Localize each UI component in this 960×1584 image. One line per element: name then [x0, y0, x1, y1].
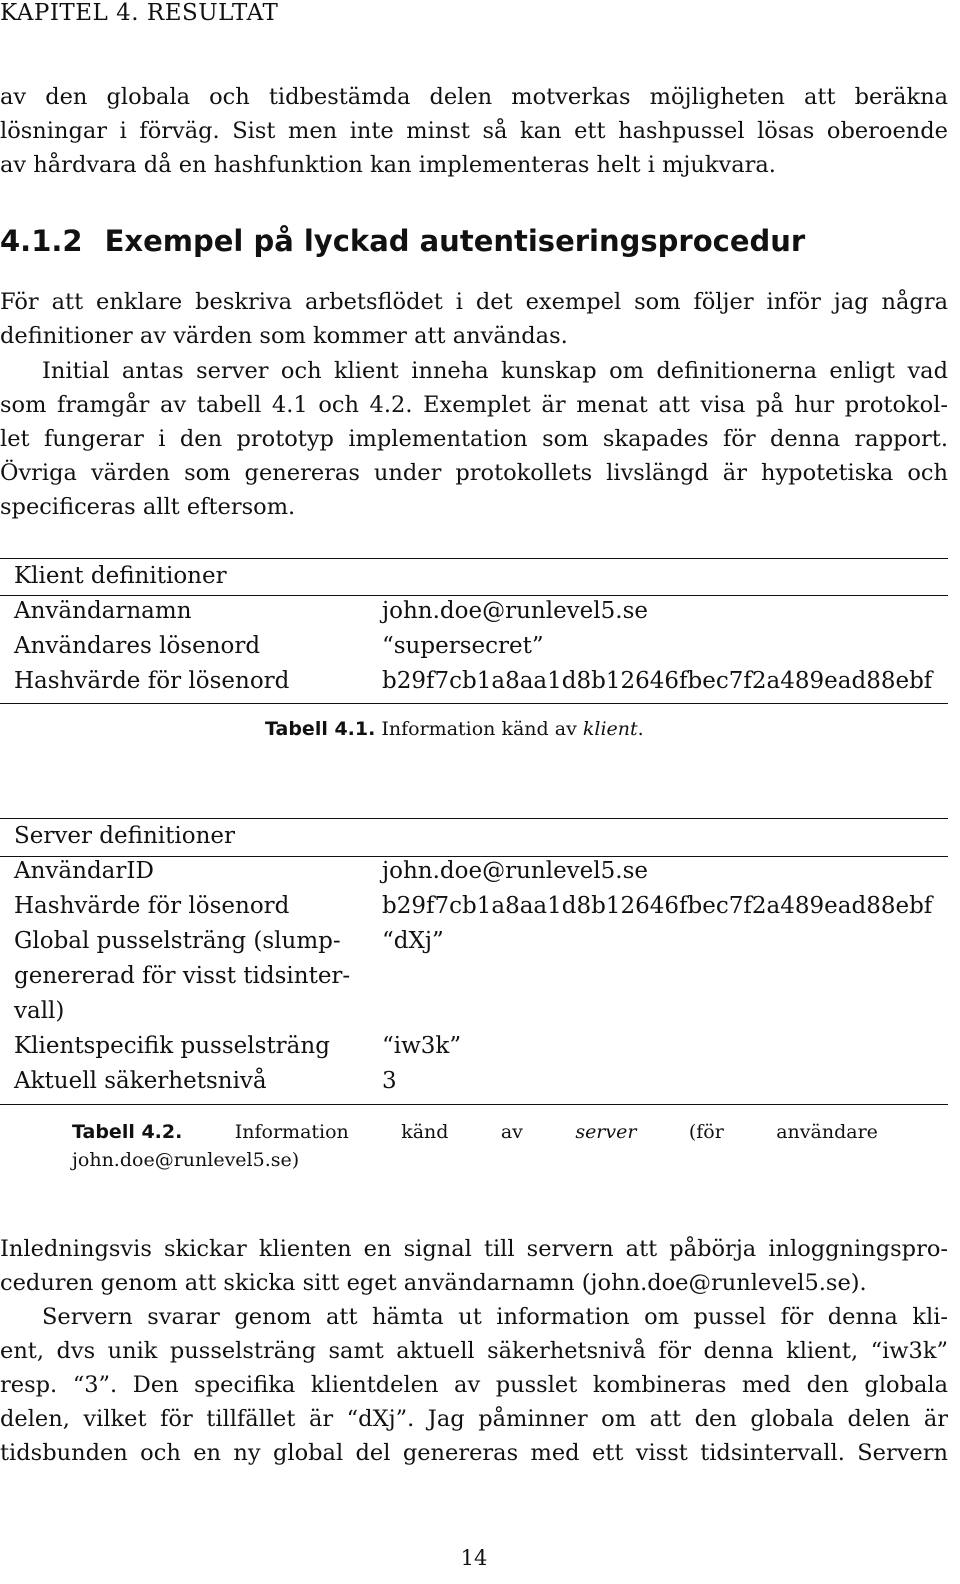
- paragraph-login-start: [0, 1232, 948, 1300]
- section-number: 4.1.2: [0, 224, 83, 258]
- text-line: av hårdvara då en hashfunktion kan implementeras helt i mjukvara.: [0, 152, 776, 178]
- table-value: “iw3k”: [382, 1033, 462, 1059]
- text-line: Inledningsvis skickar klienten en signal till servern att påbörja inloggningspro-: [0, 1236, 948, 1262]
- caption-line: john.doe@runlevel5.se): [72, 1149, 300, 1171]
- text-line: För att enklare beskriva arbetsflödet i det exempel som följer inför jag några: [0, 289, 948, 315]
- paragraph-definitions: [0, 285, 948, 353]
- caption-end: .: [637, 718, 644, 740]
- client-definitions-table: [14, 558, 932, 699]
- table-key: [14, 924, 382, 1029]
- table-key: AnvändarID: [14, 858, 154, 884]
- table-key-line: genererad för visst tidsinter-: [14, 963, 351, 989]
- table-key: Användares lösenord: [14, 633, 261, 659]
- text-line: av den globala och tidbestämda delen motverkas möjligheten att beräkna: [0, 84, 948, 110]
- text-line: resp. “3”. Den specifika klientdelen av pusslet kombineras med den globala: [0, 1372, 948, 1398]
- table-value: john.doe@runlevel5.se: [382, 858, 649, 884]
- table-rule-bottom: [0, 703, 948, 704]
- caption-text: Information känd av: [381, 718, 577, 740]
- text-line: Övriga värden som genereras under protokollets livslängd är hypotetiska och: [0, 460, 948, 486]
- table-header: Klient definitioner: [14, 563, 227, 589]
- table-value: john.doe@runlevel5.se: [382, 598, 649, 624]
- table-rule-bottom: [0, 1104, 948, 1105]
- text-line: ent, dvs unik pusselsträng samt aktuell säkerhetsnivå för denna klient, “iw3k”: [0, 1338, 948, 1364]
- table-key: Hashvärde för lösenord: [14, 668, 290, 694]
- text-line: delen, vilket för tillfället är “dXj”. Jag påminner om att den globala delen är: [0, 1406, 948, 1432]
- table-rule-mid: [0, 595, 948, 596]
- caption-word: känd: [401, 1121, 449, 1143]
- text-line: specificeras allt eftersom.: [0, 494, 296, 520]
- table-key: Hashvärde för lösenord: [14, 893, 290, 919]
- text-line: Initial antas server och klient inneha kunskap om definitionerna enligt vad: [42, 358, 948, 384]
- table-rule-mid: [0, 856, 948, 857]
- text-line: som framgår av tabell 4.1 och 4.2. Exemplet är menat att visa på hur protokol-: [0, 392, 948, 418]
- table-caption: [265, 715, 644, 743]
- section-title: Exempel på lyckad autentiseringsprocedur: [104, 224, 806, 258]
- section-heading: [0, 224, 805, 258]
- caption-word: av: [500, 1121, 523, 1143]
- table-key-line: vall): [14, 998, 65, 1024]
- table-header: Server definitioner: [14, 823, 235, 849]
- caption-line: [72, 1118, 878, 1146]
- caption-word: användare: [776, 1121, 878, 1143]
- caption-word: Information: [234, 1121, 349, 1143]
- table-value: 3: [382, 1068, 397, 1094]
- table-value: “dXj”: [382, 928, 444, 954]
- caption-label: Tabell 4.2.: [72, 1121, 183, 1143]
- paragraph-intro: [0, 80, 948, 182]
- table-value: b29f7cb1a8aa1d8b12646fbec7f2a489ead88ebf: [382, 668, 933, 694]
- caption-emphasis: server: [575, 1121, 637, 1143]
- table-caption: [72, 1118, 878, 1174]
- server-definitions-table: [14, 818, 932, 1099]
- paragraph-initial: [0, 354, 948, 524]
- text-line: definitioner av värden som kommer att användas.: [0, 323, 568, 349]
- text-line: ceduren genom att skicka sitt eget användarnamn (john.doe@runlevel5.se).: [0, 1270, 867, 1296]
- caption-emphasis: klient: [582, 718, 638, 740]
- paragraph-server-response: [0, 1300, 948, 1470]
- caption-word: (för: [688, 1121, 724, 1143]
- table-key: Klientspecifik pusselsträng: [14, 1033, 330, 1059]
- running-head: KAPITEL 4. RESULTAT: [0, 0, 279, 26]
- text-line: lösningar i förväg. Sist men inte minst så kan ett hashpussel lösas oberoende: [0, 118, 948, 144]
- text-line: tidsbunden och en ny global del genereras med ett visst tidsintervall. Servern: [0, 1440, 948, 1466]
- table-key: Användarnamn: [14, 598, 192, 624]
- caption-label: Tabell 4.1.: [265, 718, 376, 740]
- table-value: “supersecret”: [382, 633, 544, 659]
- table-key: Aktuell säkerhetsnivå: [14, 1068, 267, 1094]
- text-line: Servern svarar genom att hämta ut information om pussel för denna kli-: [42, 1304, 948, 1330]
- table-key-line: Global pusselsträng (slump-: [14, 928, 341, 954]
- table-value: b29f7cb1a8aa1d8b12646fbec7f2a489ead88ebf: [382, 893, 933, 919]
- text-line: let fungerar i den prototyp implementation som skapades för denna rapport.: [0, 426, 948, 452]
- page-number: 14: [460, 1546, 488, 1570]
